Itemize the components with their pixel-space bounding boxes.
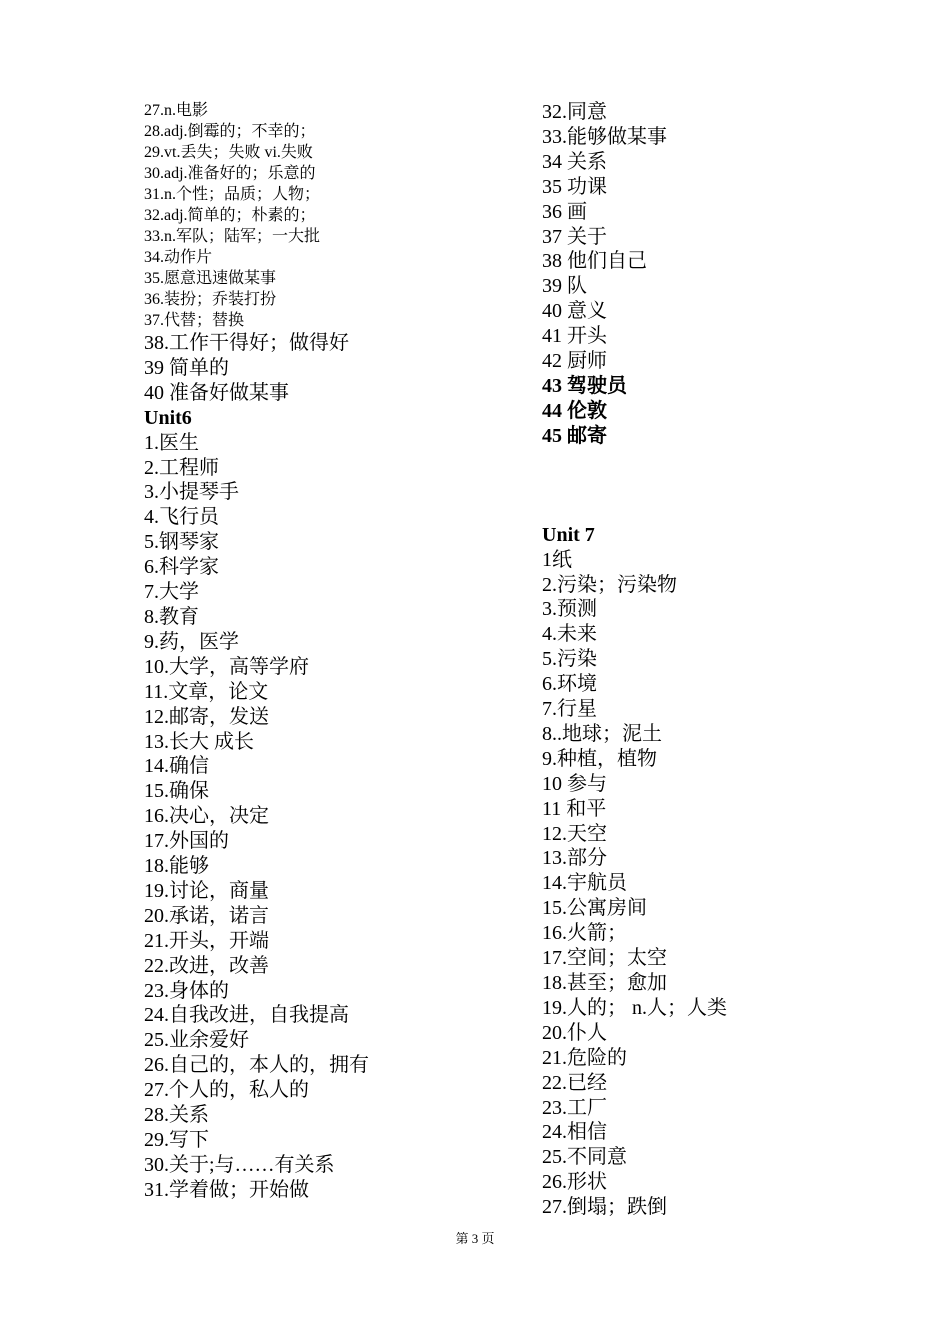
vocab-line: 24.相信 — [542, 1121, 607, 1144]
vocab-line: 41 开头 — [542, 325, 607, 348]
vocab-line: 28.adj.倒霉的；不幸的； — [144, 123, 316, 140]
spacer — [542, 449, 872, 523]
unit6-list — [144, 431, 514, 1203]
page-number: 第 3 页 — [455, 1231, 495, 1246]
vocab-line: 19.人的； n.人；人类 — [542, 996, 727, 1019]
vocab-line: 31.n.个性；品质；人物； — [144, 186, 321, 203]
vocab-line: 3.小提琴手 — [144, 481, 239, 504]
vocab-line: 2.工程师 — [144, 456, 219, 479]
vocab-line: 15.确保 — [144, 780, 209, 803]
vocab-line: 32.同意 — [542, 101, 607, 123]
vocab-line: 4.飞行员 — [144, 506, 219, 529]
vocab-line: 38 他们自己 — [542, 250, 647, 273]
vocab-line: 35.愿意迅速做某事 — [144, 270, 277, 287]
vocab-line: 21.危险的 — [542, 1046, 627, 1069]
left-column — [144, 100, 514, 1203]
vocab-line: 34 关系 — [542, 150, 607, 173]
right-bold-list — [542, 374, 872, 449]
vocab-line: 7.行星 — [542, 698, 597, 721]
vocab-line: 22.改进，改善 — [144, 954, 269, 977]
vocab-line: 16.决心，决定 — [144, 805, 269, 828]
vocab-line: 10 参与 — [542, 772, 607, 795]
vocab-line: 29.写下 — [144, 1129, 209, 1151]
vocab-line: 43 驾驶员 — [542, 374, 627, 397]
vocab-line: 6.环境 — [542, 673, 597, 696]
vocab-line: 13.部分 — [542, 847, 607, 870]
vocab-line: 44 伦敦 — [542, 399, 607, 422]
vocab-line: 30.关于;与……有关系 — [144, 1153, 335, 1176]
vocab-line: 22.已经 — [542, 1071, 607, 1094]
vocab-line: 14.宇航员 — [542, 872, 627, 895]
vocab-line: 6.科学家 — [144, 556, 219, 579]
vocab-line: 38.工作干得好；做得好 — [144, 332, 349, 354]
vocab-line: 3.预测 — [542, 598, 597, 621]
vocab-line: 40 准备好做某事 — [144, 381, 289, 404]
vocab-line: 8..地球；泥土 — [542, 722, 662, 745]
vocab-line: 18.甚至；愈加 — [542, 972, 667, 994]
vocab-line: 11 和平 — [542, 797, 607, 820]
vocab-line: 11.文章，论文 — [144, 680, 269, 703]
vocab-line: 45 邮寄 — [542, 424, 607, 447]
vocab-line: 39 队 — [542, 275, 587, 298]
vocab-line: 18.能够 — [144, 855, 209, 878]
vocab-line: 42 厨师 — [542, 350, 607, 373]
vocab-line: 27.n.电影 — [144, 102, 209, 119]
vocab-line: 16.火箭； — [542, 922, 627, 945]
unit6-heading: Unit6 — [144, 406, 192, 429]
right-column — [542, 100, 872, 1220]
vocab-line: 35 功课 — [542, 175, 607, 198]
vocab-line: 1纸 — [542, 548, 572, 571]
vocab-line: 33.能够做某事 — [542, 125, 667, 148]
vocab-line: 33.n.军队；陆军；一大批 — [144, 228, 321, 245]
vocab-line: 5.钢琴家 — [144, 531, 219, 554]
vocab-line: 12.天空 — [542, 822, 607, 845]
vocab-line: 31.学着做；开始做 — [144, 1178, 309, 1201]
vocab-line: 5.污染 — [542, 648, 597, 671]
vocab-line: 2.污染；污染物 — [542, 573, 677, 596]
vocab-line: 19.讨论，商量 — [144, 879, 269, 902]
vocab-line: 26.形状 — [542, 1171, 607, 1194]
vocab-line: 39 简单的 — [144, 356, 229, 379]
vocab-line: 15.公寓房间 — [542, 897, 647, 920]
vocab-line: 30.adj.准备好的；乐意的 — [144, 165, 316, 182]
vocab-line: 17.外国的 — [144, 830, 229, 853]
vocab-line: 23.工厂 — [542, 1096, 607, 1119]
unit7-heading: Unit 7 — [542, 523, 595, 546]
vocab-line: 24.自我改进，自我提高 — [144, 1004, 349, 1027]
vocab-line: 28.关系 — [144, 1104, 209, 1127]
vocab-line: 12.邮寄，发送 — [144, 705, 269, 728]
vocab-line: 14.确信 — [144, 755, 209, 778]
vocab-line: 25.不同意 — [542, 1146, 627, 1169]
vocab-line: 9.药，医学 — [144, 630, 239, 653]
vocab-line: 36.装扮；乔装打扮 — [144, 291, 277, 308]
vocab-line: 20.仆人 — [542, 1021, 607, 1044]
vocab-line: 9.种植，植物 — [542, 747, 657, 770]
vocab-line: 29.vt.丢失；失败 vi.失败 — [144, 144, 313, 161]
left-small-list — [144, 100, 514, 331]
vocab-line: 10.大学，高等学府 — [144, 655, 309, 678]
vocab-line: 21.开头，开端 — [144, 929, 269, 952]
vocab-line: 4.未来 — [542, 623, 597, 646]
unit7-list — [542, 548, 872, 1220]
left-large-list — [144, 331, 514, 406]
vocab-line: 13.长大 成长 — [144, 730, 254, 753]
vocab-line: 17.空间；太空 — [542, 947, 667, 970]
vocab-line: 34.动作片 — [144, 249, 213, 266]
vocab-line: 37 关于 — [542, 225, 607, 248]
right-list — [542, 100, 872, 374]
vocab-line: 36 画 — [542, 200, 587, 223]
vocab-line: 25.业余爱好 — [144, 1029, 249, 1052]
vocab-line: 7.大学 — [144, 581, 199, 604]
vocab-line: 1.医生 — [144, 431, 199, 454]
vocab-line: 20.承诺，诺言 — [144, 904, 269, 927]
vocab-line: 32.adj.简单的；朴素的； — [144, 207, 316, 224]
vocab-line: 26.自己的，本人的，拥有 — [144, 1054, 369, 1077]
vocab-line: 8.教育 — [144, 605, 199, 628]
vocab-line: 23.身体的 — [144, 979, 229, 1002]
vocab-line: 27.个人的，私人的 — [144, 1079, 309, 1102]
vocab-line: 40 意义 — [542, 300, 607, 323]
vocab-line: 37.代替；替换 — [144, 312, 245, 329]
vocab-line: 27.倒塌；跌倒 — [542, 1196, 667, 1219]
